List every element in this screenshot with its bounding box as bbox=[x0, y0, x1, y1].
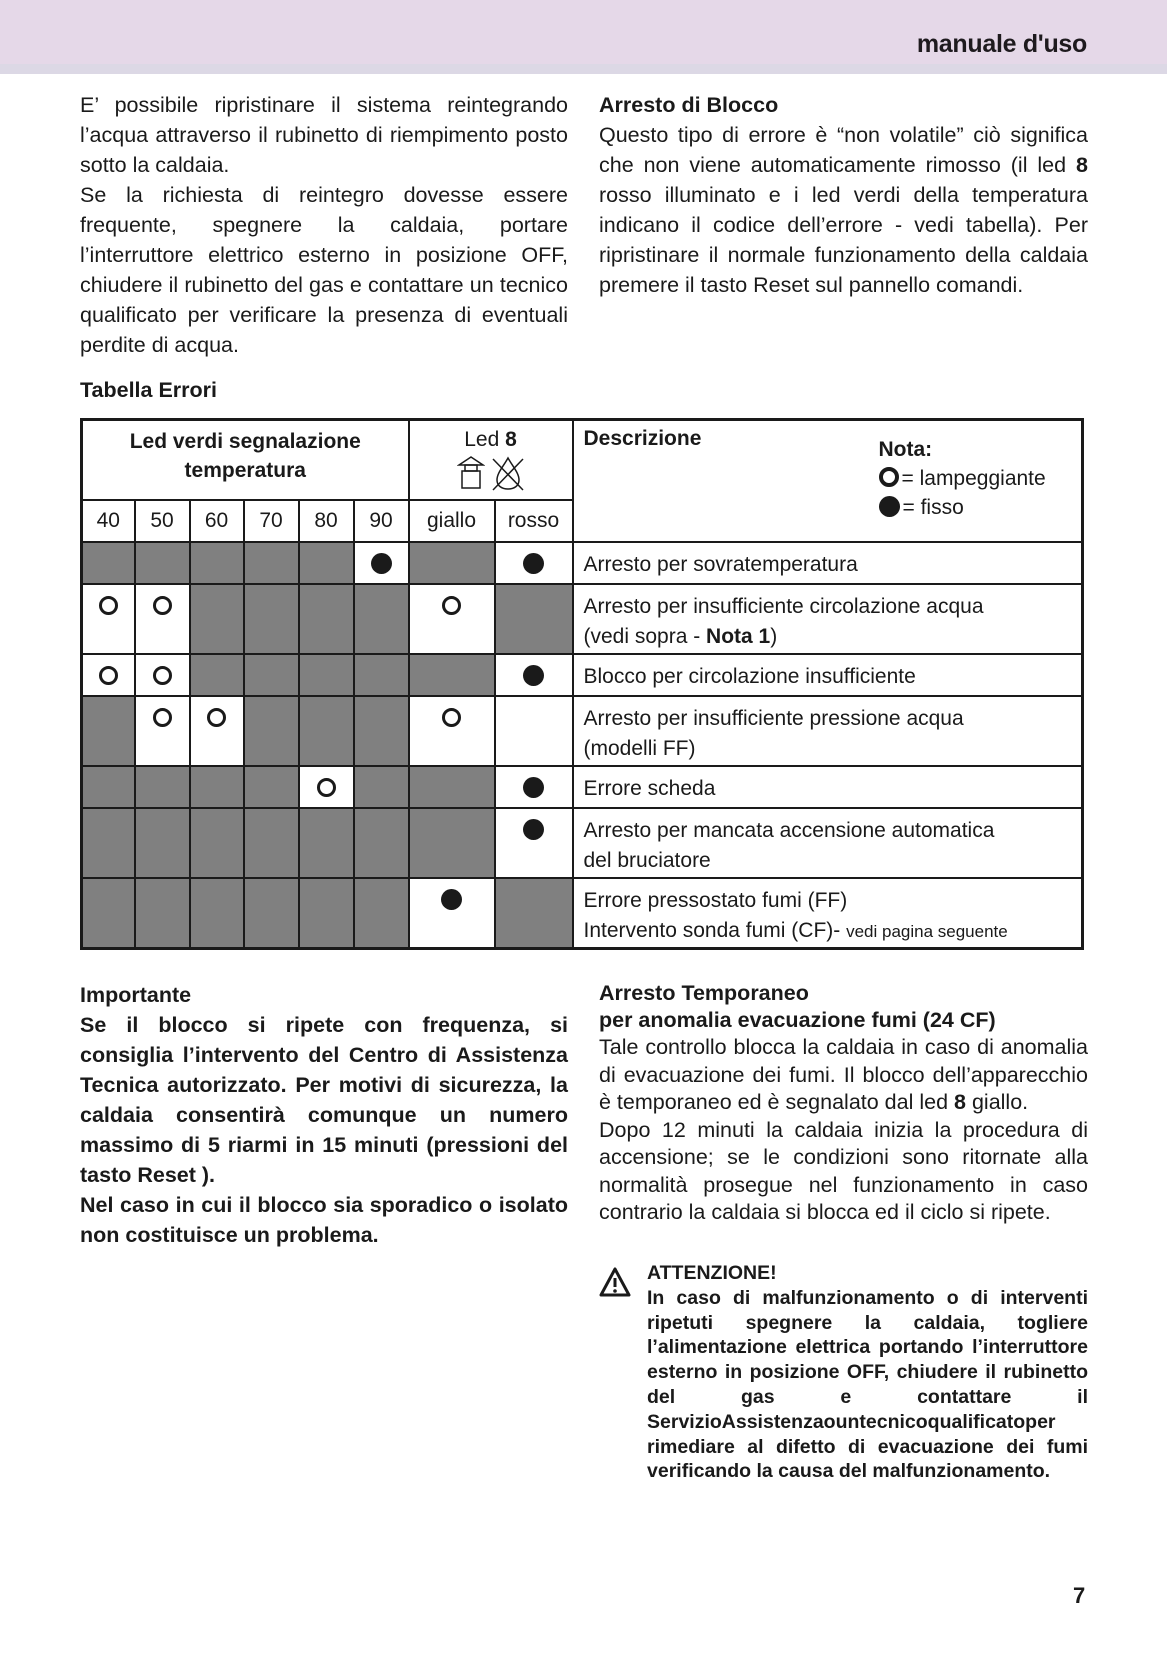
open-circle-icon bbox=[153, 708, 172, 727]
description-line-2 bbox=[584, 734, 1072, 764]
col-50: 50 bbox=[135, 500, 190, 542]
header-led8 bbox=[409, 420, 573, 500]
table-row bbox=[82, 542, 1083, 584]
led-cell-rosso bbox=[495, 766, 573, 808]
legend-note bbox=[879, 435, 1046, 522]
led8-number: 8 bbox=[505, 428, 517, 451]
led-cell-50 bbox=[135, 542, 190, 584]
led-number: 8 bbox=[1076, 153, 1088, 177]
arresto-temporaneo-section bbox=[599, 980, 1088, 1227]
description-line-1: Arresto per insufficiente pressione acqua bbox=[583, 706, 964, 730]
table-row bbox=[82, 808, 1083, 878]
open-circle-icon bbox=[442, 708, 461, 727]
table-row bbox=[82, 584, 1083, 654]
led-cell-60 bbox=[190, 696, 244, 766]
col-70: 70 bbox=[244, 500, 299, 542]
col-40: 40 bbox=[82, 500, 135, 542]
led-cell-giallo bbox=[409, 584, 495, 654]
error-description bbox=[573, 808, 1083, 878]
warning-title: ATTENZIONE! bbox=[647, 1262, 777, 1284]
led-cell-60 bbox=[190, 542, 244, 584]
description-fragment: ) bbox=[770, 624, 778, 648]
led-cell-90 bbox=[354, 766, 409, 808]
table-row bbox=[82, 696, 1083, 766]
description-line-2 bbox=[584, 916, 1072, 947]
importante-section bbox=[80, 980, 568, 1250]
temp-p1-part1: Tale controllo blocca la caldaia in caso di anomalia di evacuazione dei fumi. Il blocco dell’apparecchio è temporaneo ed è segnalato dal led bbox=[599, 1035, 1088, 1114]
led-cell-50 bbox=[135, 878, 190, 949]
description-line-1: Arresto per insufficiente circolazione acqua bbox=[583, 594, 984, 618]
arresto-temporaneo-title-1: Arresto Temporaneo bbox=[599, 981, 809, 1005]
warning-text-block bbox=[647, 1261, 1088, 1484]
arresto-temporaneo-paragraph-2: Dopo 12 minuti la caldaia inizia la procedura di accensione; se le condizioni sono ritornate alla normalità prosegue nel funzionamento in caso contrario la caldaia si blocca ed il ciclo si ripete. bbox=[599, 1117, 1088, 1224]
header-description bbox=[573, 420, 1083, 542]
led-cell-50 bbox=[135, 654, 190, 696]
led-cell-80 bbox=[299, 878, 354, 949]
temp-led-number: 8 bbox=[954, 1090, 966, 1114]
led-cell-70 bbox=[244, 696, 299, 766]
filled-circle-icon bbox=[523, 777, 544, 798]
importante-paragraph-1: Se il blocco si ripete con frequenza, si consiglia l’intervento del Centro di Assistenza Tecnica autorizzato. Per motivi di sicurezza, la caldaia consentirà comunque un numero massimo di 5 riarmi in 15 minuti (pressioni del tasto Reset ). bbox=[80, 1013, 568, 1187]
led-cell-60 bbox=[190, 878, 244, 949]
open-circle-icon bbox=[99, 596, 118, 615]
no-flame-icon bbox=[491, 455, 525, 491]
arresto-blocco-text-part2: rosso illuminato e i led verdi della temperatura indicano il codice dell’errore - vedi tabella). Per ripristinare il normale funzionamento della caldaia premere il tasto Reset sul pannello comandi. bbox=[599, 183, 1088, 297]
error-description bbox=[573, 878, 1083, 949]
led8-icons bbox=[410, 455, 572, 491]
arresto-blocco-title: Arresto di Blocco bbox=[599, 93, 779, 117]
led-cell-60 bbox=[190, 584, 244, 654]
table-title: Tabella Errori bbox=[80, 378, 218, 402]
led-cell-80 bbox=[299, 808, 354, 878]
open-circle-icon bbox=[153, 596, 172, 615]
description-line-1: Arresto per sovratemperatura bbox=[583, 552, 858, 576]
led-cell-90 bbox=[354, 654, 409, 696]
open-circle-icon bbox=[317, 778, 336, 797]
nota-title: Nota: bbox=[878, 438, 933, 461]
led-cell-rosso bbox=[495, 878, 573, 949]
importante-title: Importante bbox=[80, 983, 192, 1007]
header-green-leds: Led verdi segnalazione temperatura bbox=[82, 420, 409, 500]
open-circle-icon bbox=[442, 596, 461, 615]
table-header-row bbox=[82, 420, 1083, 500]
error-description bbox=[573, 696, 1083, 766]
led-cell-rosso bbox=[495, 696, 573, 766]
header-band bbox=[0, 0, 1167, 74]
open-circle-icon bbox=[99, 666, 118, 685]
led-cell-giallo bbox=[409, 542, 495, 584]
filled-circle-icon bbox=[879, 496, 900, 517]
led-cell-90 bbox=[354, 696, 409, 766]
error-rows bbox=[82, 542, 1083, 949]
led-cell-90 bbox=[354, 878, 409, 949]
warning-block bbox=[599, 1261, 1088, 1484]
error-description bbox=[573, 584, 1083, 654]
led-cell-giallo bbox=[409, 808, 495, 878]
led-cell-80 bbox=[299, 766, 354, 808]
led-cell-giallo bbox=[409, 696, 495, 766]
filled-circle-icon bbox=[523, 819, 544, 840]
arresto-blocco-section bbox=[599, 90, 1088, 300]
led-cell-70 bbox=[244, 766, 299, 808]
legend-open bbox=[879, 464, 1046, 493]
arresto-blocco-text-part1: Questo tipo di errore è “non volatile” ciò significa che non viene automaticamente rimosso (il led bbox=[599, 123, 1088, 177]
led-cell-giallo bbox=[409, 654, 495, 696]
led-cell-90 bbox=[354, 584, 409, 654]
temp-p1-part2: giallo. bbox=[965, 1090, 1029, 1114]
legend-filled bbox=[879, 493, 1046, 522]
intro-paragraph-1: E’ possibile ripristinare il sistema reintegrando l’acqua attraverso il rubinetto di riempimento posto sotto la caldaia. bbox=[80, 93, 568, 177]
description-line-1: Errore pressostato fumi (FF) bbox=[583, 888, 848, 912]
led-cell-70 bbox=[244, 542, 299, 584]
description-fragment: Nota 1 bbox=[706, 624, 771, 648]
led-cell-70 bbox=[244, 808, 299, 878]
led-cell-50 bbox=[135, 696, 190, 766]
led-cell-70 bbox=[244, 878, 299, 949]
led-cell-40 bbox=[82, 696, 135, 766]
warning-triangle-icon bbox=[599, 1267, 631, 1297]
description-line-1: Errore scheda bbox=[583, 776, 716, 800]
led-cell-80 bbox=[299, 542, 354, 584]
led-cell-rosso bbox=[495, 808, 573, 878]
led-cell-40 bbox=[82, 766, 135, 808]
open-circle-icon bbox=[153, 666, 172, 685]
filled-circle-icon bbox=[441, 889, 462, 910]
legend-open-label: = lampeggiante bbox=[901, 467, 1046, 490]
led-cell-80 bbox=[299, 696, 354, 766]
see-next-page-note: vedi pagina seguente bbox=[846, 921, 1008, 941]
col-giallo: giallo bbox=[409, 500, 495, 542]
table-row bbox=[82, 766, 1083, 808]
description-line-2 bbox=[584, 846, 1072, 876]
page-number: 7 bbox=[1073, 1583, 1086, 1608]
description-line-1: Blocco per circolazione insufficiente bbox=[583, 664, 916, 688]
col-60: 60 bbox=[190, 500, 244, 542]
led8-label: Led bbox=[464, 428, 506, 451]
description-fragment: del bruciatore bbox=[583, 848, 711, 872]
led-cell-40 bbox=[82, 808, 135, 878]
led-cell-60 bbox=[190, 808, 244, 878]
arresto-blocco-text bbox=[599, 120, 1088, 300]
led-cell-70 bbox=[244, 584, 299, 654]
led-cell-50 bbox=[135, 766, 190, 808]
led-cell-60 bbox=[190, 654, 244, 696]
led-cell-rosso bbox=[495, 542, 573, 584]
led-cell-40 bbox=[82, 878, 135, 949]
importante-paragraph-2: Nel caso in cui il blocco sia sporadico o isolato non costituisce un problema. bbox=[80, 1193, 568, 1247]
led-cell-40 bbox=[82, 654, 135, 696]
error-description bbox=[573, 766, 1083, 808]
description-fragment: Intervento sonda fumi (CF)- bbox=[583, 918, 847, 942]
led-cell-giallo bbox=[409, 766, 495, 808]
description-fragment: (vedi sopra - bbox=[583, 624, 707, 648]
open-circle-icon bbox=[879, 467, 899, 487]
error-table bbox=[80, 418, 1084, 950]
led-cell-90 bbox=[354, 542, 409, 584]
col-90: 90 bbox=[354, 500, 409, 542]
header-title: manuale d'uso bbox=[916, 30, 1087, 58]
led-cell-90 bbox=[354, 808, 409, 878]
intro-paragraph-2: Se la richiesta di reintegro dovesse essere frequente, spegnere la caldaia, portare l’interruttore elettrico esterno in posizione OFF, chiudere il rubinetto del gas e contattare un tecnico qualificato per verificare la presenza di eventuali perdite di acqua. bbox=[80, 183, 568, 357]
col-80: 80 bbox=[299, 500, 354, 542]
error-description bbox=[573, 542, 1083, 584]
warning-text: In caso di malfunzionamento o di interventi ripetuti spegnere la caldaia, togliere l’alimentazione elettrica portando l’interruttore esterno in posizione OFF, chiudere il rubinetto del gas e contattare il ServizioAssistenzaountecnicoqualificatoper rimediare al difetto di evacuazione dei fumi verificando la causa del malfunzionamento. bbox=[647, 1286, 1088, 1483]
description-line-2 bbox=[584, 622, 1072, 652]
description-fragment: (modelli FF) bbox=[583, 736, 696, 760]
led-cell-rosso bbox=[495, 654, 573, 696]
error-description bbox=[573, 654, 1083, 696]
description-line-1: Arresto per mancata accensione automatica bbox=[583, 818, 995, 842]
filled-circle-icon bbox=[523, 553, 544, 574]
led-cell-80 bbox=[299, 654, 354, 696]
intro-column bbox=[80, 90, 568, 360]
led-cell-40 bbox=[82, 542, 135, 584]
legend-filled-label: = fisso bbox=[902, 496, 964, 519]
led-cell-giallo bbox=[409, 878, 495, 949]
led-cell-rosso bbox=[495, 584, 573, 654]
filled-circle-icon bbox=[371, 553, 392, 574]
table-row bbox=[82, 878, 1083, 949]
led-cell-50 bbox=[135, 584, 190, 654]
led-cell-60 bbox=[190, 766, 244, 808]
open-circle-icon bbox=[207, 708, 226, 727]
led-cell-80 bbox=[299, 584, 354, 654]
filled-circle-icon bbox=[523, 665, 544, 686]
led-cell-50 bbox=[135, 808, 190, 878]
arresto-temporaneo-title-2: per anomalia evacuazione fumi (24 CF) bbox=[599, 1008, 996, 1032]
description-label: Descrizione bbox=[583, 427, 702, 450]
table-row bbox=[82, 654, 1083, 696]
chimney-icon bbox=[457, 455, 485, 489]
led-cell-70 bbox=[244, 654, 299, 696]
col-rosso: rosso bbox=[495, 500, 573, 542]
led-cell-40 bbox=[82, 584, 135, 654]
arresto-temporaneo-paragraph-1 bbox=[599, 1034, 1088, 1117]
